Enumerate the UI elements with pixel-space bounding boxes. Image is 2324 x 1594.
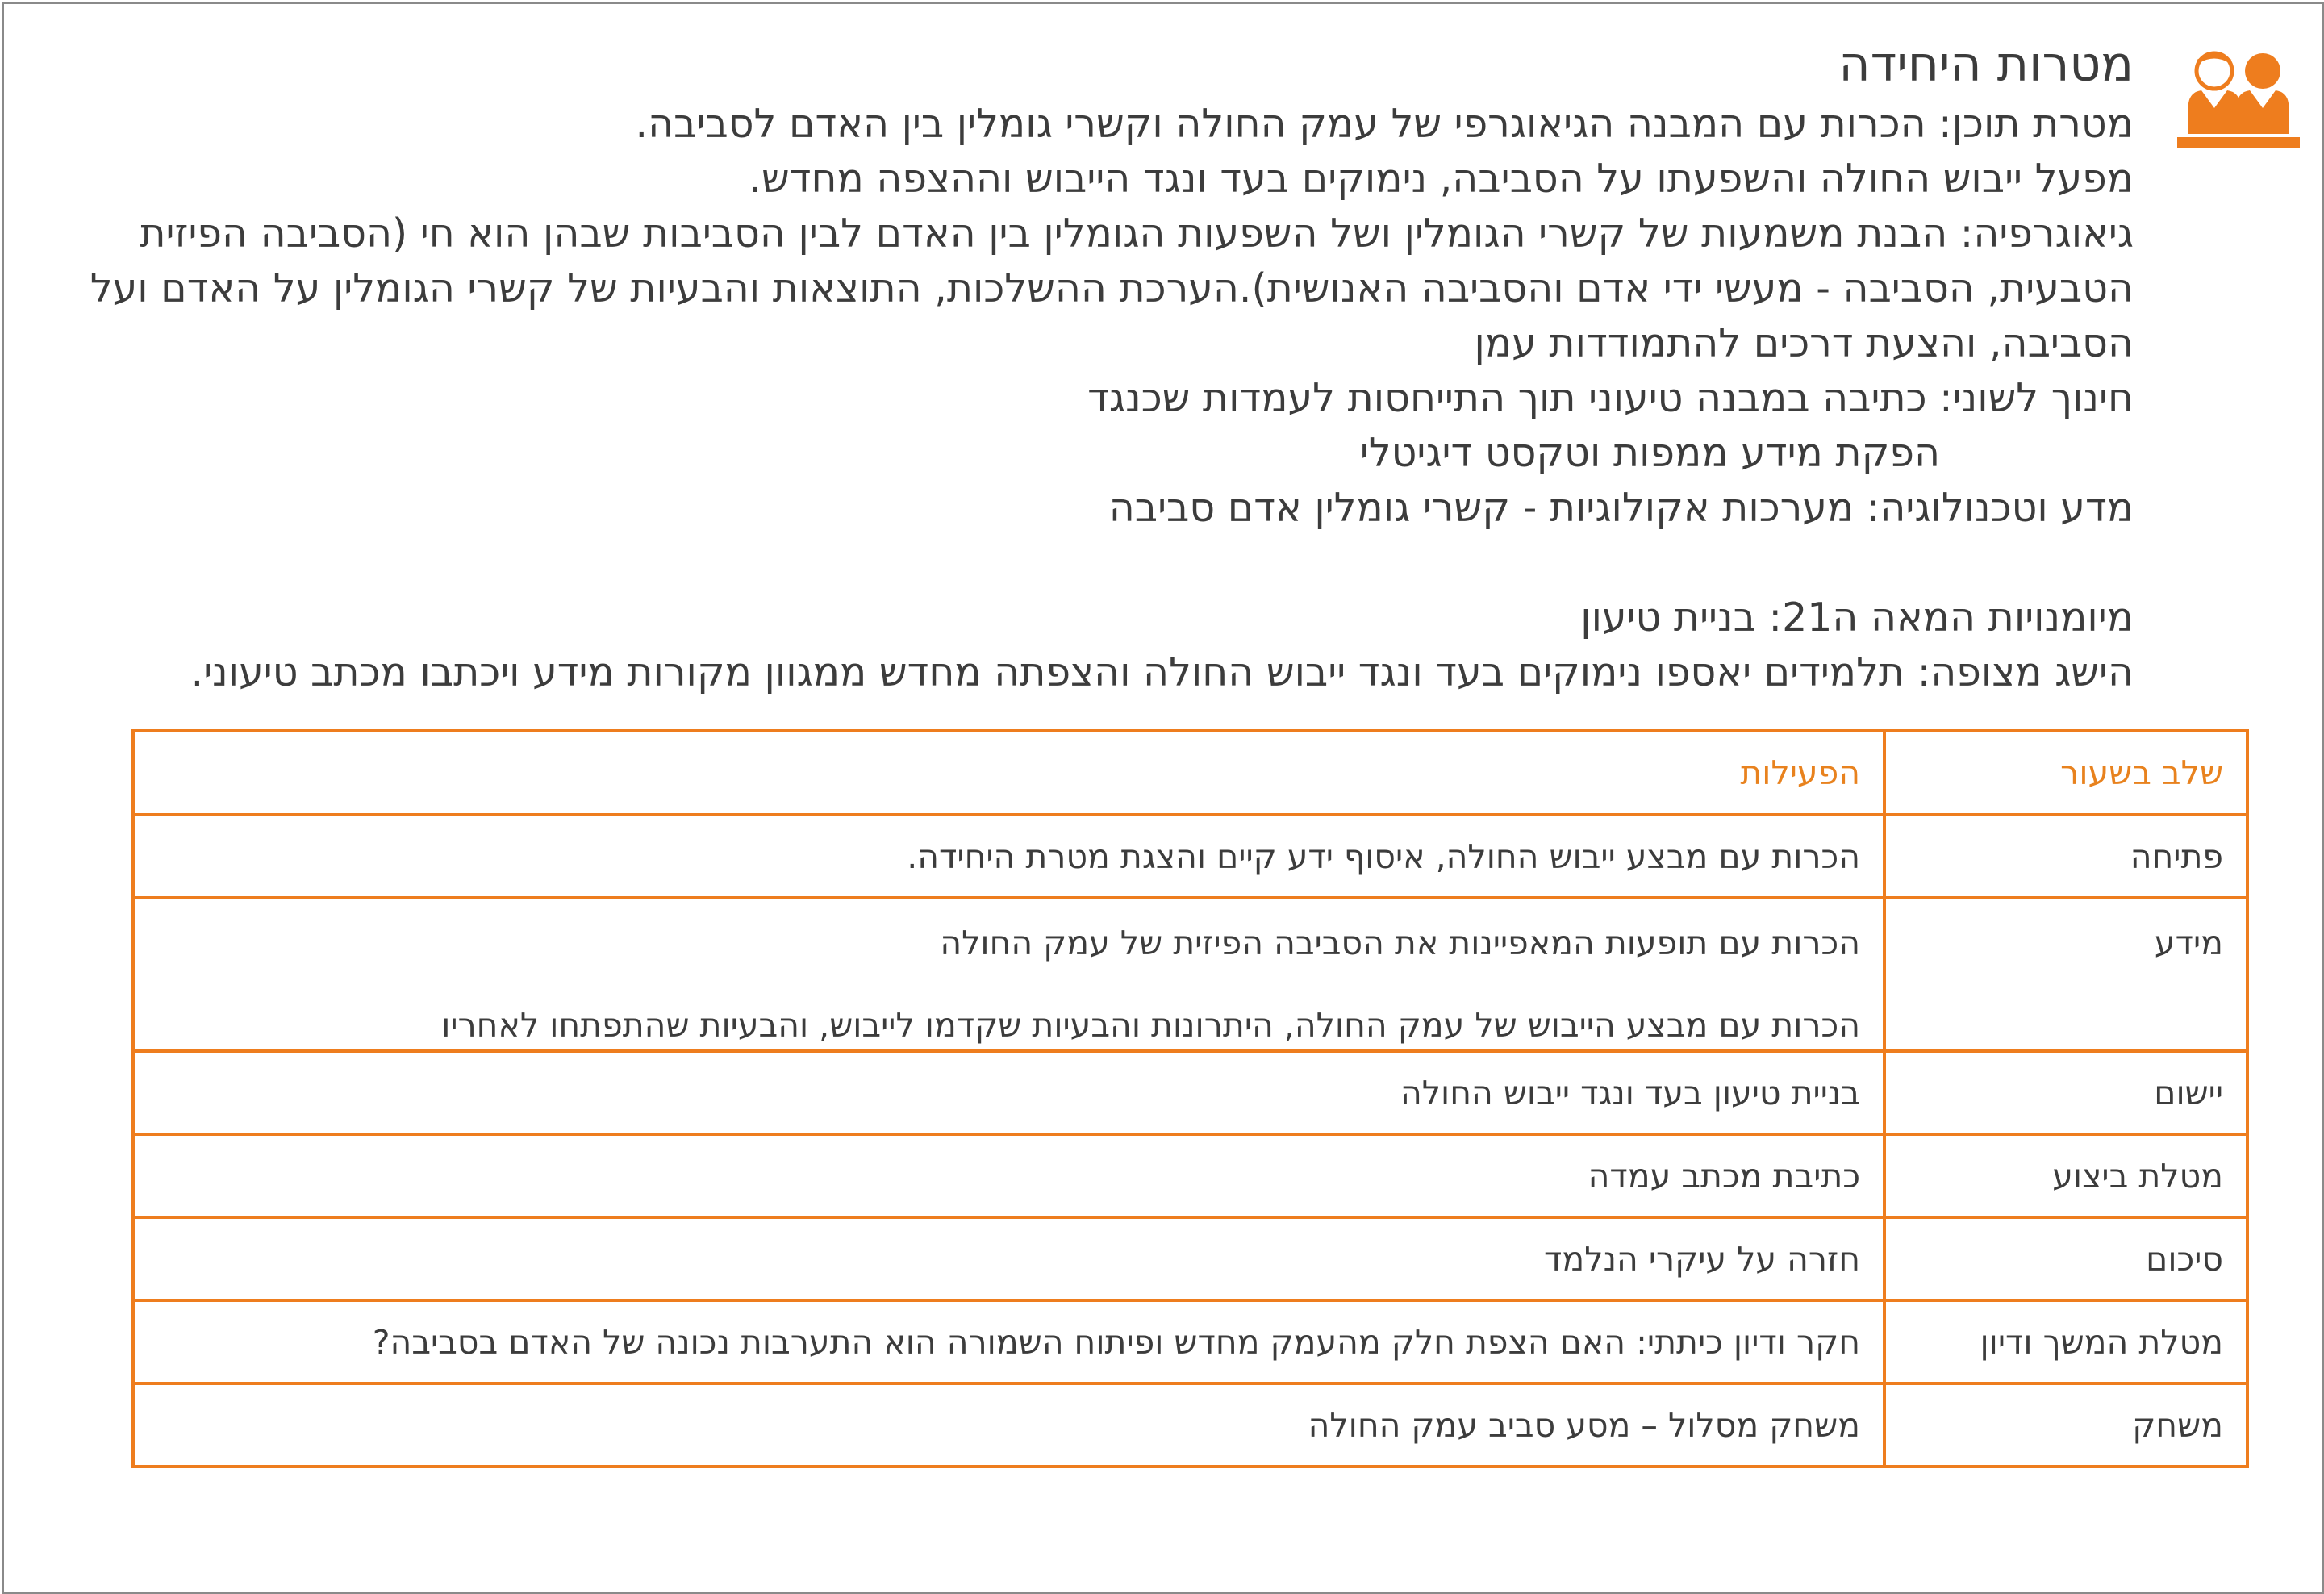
unit-title: מטרות היחידה: [1838, 36, 2134, 93]
language-goal-continued: הפקת מידע ממפות וטקסט דיגיטלי: [1359, 430, 1940, 476]
header-activities: הפעילות: [133, 731, 1884, 815]
activity-cell: הכרות עם מבצע ייבוש החולה, איסוף ידע קיים והצגת מטרת היחידה.: [133, 815, 1884, 898]
people-icon: [2174, 47, 2303, 152]
table-row: [133, 1217, 2247, 1300]
activity-cell: חזרה על עיקרי הנלמד: [133, 1217, 1884, 1300]
activity-cell: משחק מסלול – מסע סביב עמק החולה: [133, 1383, 1884, 1467]
lesson-plan-table: [131, 729, 2249, 1468]
language-goal: חינוך לשוני: כתיבה במבנה טיעוני תוך התייחסות לעמדות שכנגד: [1087, 375, 2134, 421]
table-row: [133, 1134, 2247, 1217]
stage-cell: מטלת המשך ודיון: [1884, 1300, 2247, 1383]
table-row: [133, 815, 2247, 898]
expected-achievement: הישג מצופה: תלמידים יאספו נימוקים בעד ונגד ייבוש החולה והצפתה מחדש ממגוון מקורות מידע ויכתבו מכתב טיעוני.: [190, 649, 2134, 695]
stage-cell: מטלת ביצוע: [1884, 1134, 2247, 1217]
activity-cell: חקר ודיון כיתתי: האם הצפת חלק מהעמק מחדש ופיתוח השמורה הוא התערבות נכונה של האדם בסביבה?: [133, 1300, 1884, 1383]
content-goal: מטרת תוכן: הכרות עם המבנה הגיאוגרפי של עמק החולה וקשרי גומלין בין האדם לסביבה.: [635, 101, 2134, 147]
table-header-row: [133, 731, 2247, 815]
geography-goal: גיאוגרפיה: הבנת משמעות של קשרי הגומלין ושל השפעות הגומלין בין האדם לבין הסביבות שבהן הוא חי (הסביבה הפיזית הטבעית, הסביבה - מעשי ידי אדם והסביבה האנושית).הערכת ההשלכות, התוצאות והבעיות של קשרי הגומלין על האדם ועל הסביבה, והצעת דרכים להתמודדות עמן: [90, 211, 2134, 366]
unit-goals: [36, 32, 2134, 700]
stage-cell: משחק: [1884, 1383, 2247, 1467]
skills-21st-century: מיומנויות המאה ה21: בניית טיעון: [1580, 595, 2134, 641]
activity-cell: בניית טיעון בעד ונגד ייבוש החולה: [133, 1051, 1884, 1134]
stage-cell: פתיחה: [1884, 815, 2247, 898]
table-row: [133, 1051, 2247, 1134]
stage-cell: מידע: [1884, 898, 2247, 1051]
table-row: [133, 1383, 2247, 1467]
table-row: [133, 1300, 2247, 1383]
activity-cell: [133, 898, 1884, 1051]
header-stage: שלב בשעור: [1884, 731, 2247, 815]
stage-cell: יישום: [1884, 1051, 2247, 1134]
activity-line: הכרות עם תופעות המאפיינות את הסביבה הפיזית של עמק החולה: [940, 924, 1860, 962]
drainage-project-line: מפעל ייבוש החולה והשפעתו על הסביבה, נימוקים בעד ונגד הייבוש וההצפה מחדש.: [749, 156, 2134, 202]
table-row: [133, 898, 2247, 1051]
activity-line: הכרות עם מבצע הייבוש של עמק החולה, היתרונות והבעיות שקדמו לייבוש, והבעיות שהתפתחו לאחריו: [441, 1006, 1860, 1045]
science-goal: מדע וטכנולוגיה: מערכות אקולוגיות - קשרי גומלין אדם סביבה: [1108, 485, 2134, 531]
activity-cell: כתיבת מכתב עמדה: [133, 1134, 1884, 1217]
stage-cell: סיכום: [1884, 1217, 2247, 1300]
